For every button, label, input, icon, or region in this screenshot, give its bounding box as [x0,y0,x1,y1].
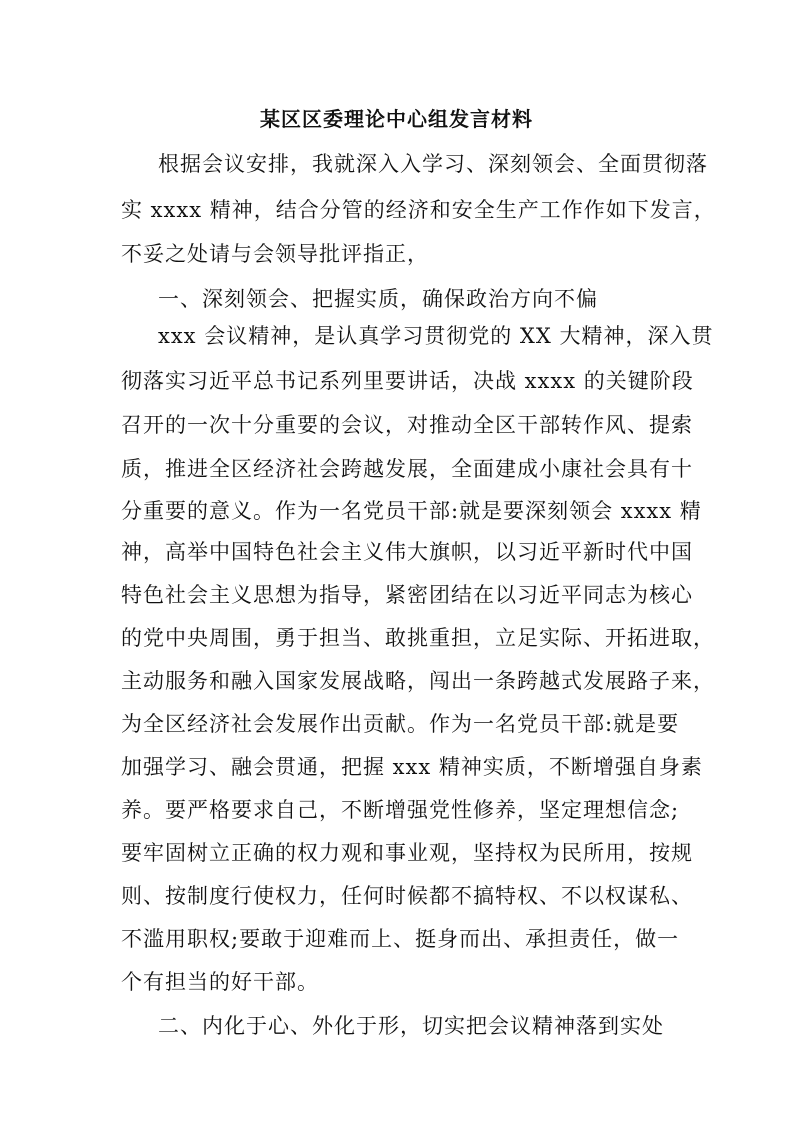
paragraph-line: 召开的一次十分重要的会议，对推动全区干部转作风、提索 [121,413,693,437]
paragraph-line: 根据会议安排，我就深入入学习、深刻领会、全面贯彻落 [158,152,708,176]
page-title: 某区区委理论中心组发言材料 [260,107,533,131]
paragraph-line: 为全区经济社会发展作出贡献。作为一名党员干部:就是要 [121,712,680,736]
paragraph-line: 不妥之处请与会领导批评指正， [121,242,429,266]
paragraph-line: 的党中央周围，勇于担当、敢挑重担，立足实际、开拓进取， [121,626,715,650]
paragraph-line: 彻落实习近平总书记系列里要讲话，决战 xxxx 的关键阶段 [121,369,694,393]
paragraph-line: xxx 会议精神，是认真学习贯彻党的 XX 大精神，深入贯 [158,324,714,348]
paragraph-line: 加强学习、融会贯通，把握 xxx 精神实质，不断增强自身素 [121,755,703,779]
section-heading: 一、深刻领会、把握实质，确保政治方向不偏 [158,287,598,311]
paragraph-line: 主动服务和融入国家发展战略，闯出一条跨越式发展路子来， [121,669,715,693]
paragraph-line: 养。要严格要求自己，不断增强党性修养，坚定理想信念; [121,798,680,822]
paragraph-line: 不滥用职权;要敢于迎难而上、挺身而出、承担责任，做一 [121,927,680,951]
paragraph-line: 质，推进全区经济社会跨越发展，全面建成小康社会具有十 [121,457,693,481]
paragraph-line: 分重要的意义。作为一名党员干部:就是要深刻领会 xxxx 精 [121,499,702,523]
paragraph-line: 个有担当的好干部。 [121,970,319,994]
paragraph-line: 实 xxxx 精神，结合分管的经济和安全生产工作作如下发言， [121,198,716,222]
paragraph-line: 要牢固树立正确的权力观和事业观，坚持权为民所用，按规 [121,841,693,865]
paragraph-line: 特色社会主义思想为指导，紧密团结在以习近平同志为核心 [121,583,693,607]
section-heading: 二、内化于心、外化于形，切实把会议精神落到实处 [158,1014,664,1038]
paragraph-line: 神，高举中国特色社会主义伟大旗帜，以习近平新时代中国 [121,540,693,564]
paragraph-line: 则、按制度行使权力，任何时候都不搞特权、不以权谋私、 [121,884,693,908]
